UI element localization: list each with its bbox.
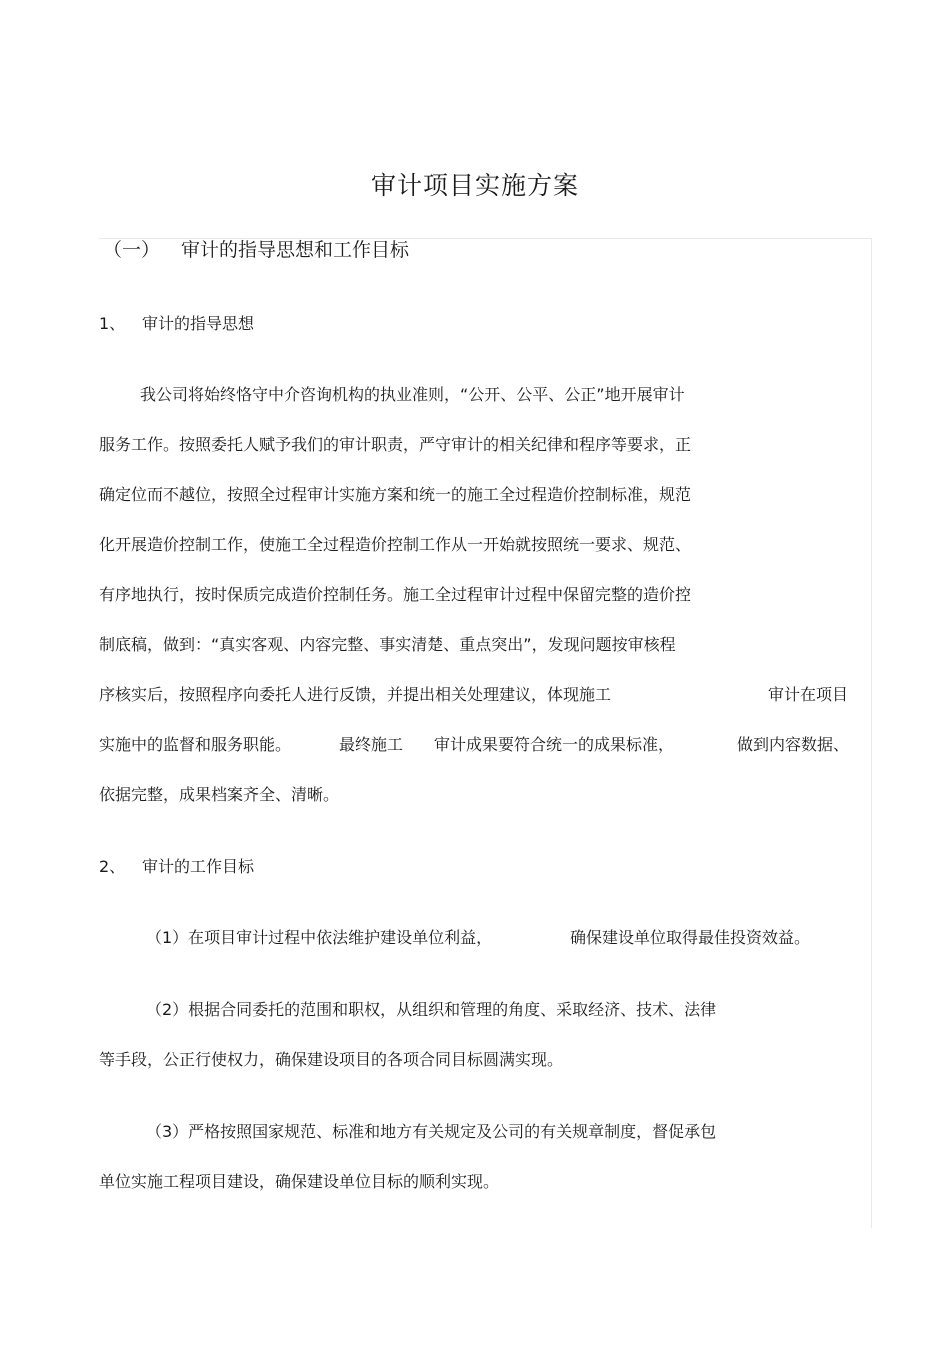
subheading-text: 审计的指导思想	[142, 314, 255, 333]
goal-item-continuation: 等手段，公正行使权力，确保建设项目的各项合同目标圆满实现。	[99, 1050, 564, 1069]
paragraph-line: 我公司将始终恪守中介咨询机构的执业准则，“公开、公平、公正”地开展审计	[140, 385, 685, 404]
goal-item	[146, 926, 846, 950]
paragraph-line-segment: 实施中的监督和服务职能。	[99, 735, 292, 754]
paragraph-line: 化开展造价控制工作，使施工全过程造价控制工作从一开始就按照统一要求、规范、	[99, 535, 692, 554]
document-title: 审计项目实施方案	[370, 171, 579, 200]
paragraph-line-segment: 序核实后，按照程序向委托人进行反馈，并提出相关处理建议，体现施工	[99, 685, 612, 704]
goal-item-segment: 确保建设单位取得最佳投资效益。	[570, 928, 811, 947]
paragraph-line-segment: 审计成果要符合统一的成果标准，	[434, 735, 675, 754]
paragraph-line: 服务工作。按照委托人赋予我们的审计职责，严守审计的相关纪律和程序等要求，正	[99, 435, 692, 454]
paragraph-line	[99, 683, 859, 707]
goal-item-segment: （1）在项目审计过程中依法维护建设单位利益，	[146, 928, 493, 947]
subheading-number: 1、	[99, 314, 126, 333]
paragraph-line	[99, 733, 859, 757]
paragraph-line: 确定位而不越位，按照全过程审计实施方案和统一的施工全过程造价控制标准，规范	[99, 485, 692, 504]
subheading-work-goals	[99, 855, 254, 879]
paragraph-line: 制底稿，做到：“真实客观、内容完整、事实清楚、重点突出”，发现问题按审核程	[99, 635, 676, 654]
paragraph-line: 有序地执行，按时保质完成造价控制任务。施工全过程审计过程中保留完整的造价控	[99, 585, 692, 604]
goal-item: （3）严格按照国家规范、标准和地方有关规定及公司的有关规章制度，督促承包	[146, 1122, 717, 1141]
subheading-number: 2、	[99, 857, 126, 876]
paragraph-line-segment: 做到内容数据、	[737, 735, 850, 754]
section-heading-text: 审计的指导思想和工作目标	[181, 239, 410, 261]
frame-right-border	[871, 238, 872, 1228]
subheading-guiding-ideology	[99, 312, 254, 336]
paragraph-line-segment: 审计在项目	[768, 685, 849, 704]
subheading-text: 审计的工作目标	[142, 857, 255, 876]
section-heading	[103, 236, 409, 264]
goal-item: （2）根据合同委托的范围和职权，从组织和管理的角度、采取经济、技术、法律	[146, 1000, 717, 1019]
paragraph-line-segment: 最终施工	[339, 735, 404, 754]
paragraph-line: 依据完整，成果档案齐全、清晰。	[99, 785, 340, 804]
section-number: （一）	[103, 239, 161, 261]
goal-item-continuation: 单位实施工程项目建设，确保建设单位目标的顺利实现。	[99, 1172, 500, 1191]
